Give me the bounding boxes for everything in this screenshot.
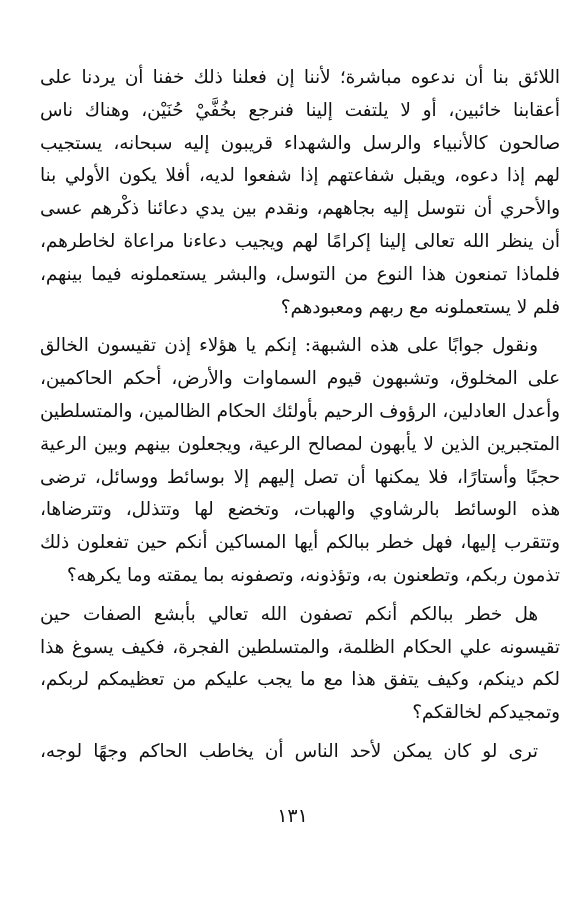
- text-line: أعقابنا خائبين، أو لا يلتفت إلينا فنرجع بخُفَّيْ حُنَيْن، وهناك ناس: [40, 99, 560, 121]
- text-line: وتمجيدكم لخالقكم؟: [412, 702, 560, 724]
- body-text: [40, 62, 560, 769]
- text-line: فلم لا يستعملونه مع ربهم ومعبودهم؟: [280, 296, 560, 318]
- text-line: والأحري أن نتوسل إليه بجاههم، ونقدم بين يدي دعائنا ذكْرهم عسى: [40, 198, 560, 220]
- text-line: لكم دينكم، وكيف يتفق هذا مع ما يجب عليكم من تعظيمكم لربكم،: [40, 669, 560, 691]
- text-line: وأعدل العادلين، الرؤوف الرحيم بأولئك الحكام الظالمين، والمتسلطين: [40, 400, 560, 422]
- text-line: هل خطر ببالكم أنكم تصفون الله تعالي بأبشع الصفات حين: [40, 603, 538, 625]
- text-line: اللائق بنا أن ندعوه مباشرة؛ لأننا إن فعلنا ذلك خفنا أن يردنا على: [40, 67, 560, 88]
- text-line: على المخلوق، وتشبهون قيوم السماوات والأرض، أحكم الحاكمين،: [40, 368, 560, 390]
- text-line: تقيسونه علي الحكام الظلمة، والمتسلطين الفجرة، فكيف يسوغ هذا: [40, 636, 560, 658]
- text-line: هذه الوسائط بالرشاوي والهبات، وتخضع لها وتتذلل، وتترضاها،: [40, 499, 560, 521]
- text-line: أن ينظر الله تعالى إلينا إكرامًا لهم ويجيب دعاءنا مراعاة لخاطرهم،: [40, 230, 560, 252]
- text-line: حجبًا وأستارًا، فلا يمكنها أن تصل إليهم إلا بوسائط ووسائل، ترضى: [40, 466, 560, 488]
- text-line: المتجبرين الذين لا يأبهون لمصالح الرعية، ويجعلون بينهم وبين الرعية: [40, 433, 560, 455]
- paragraph: [40, 330, 560, 592]
- paragraph: [40, 599, 560, 730]
- text-line: صالحون كالأنبياء والرسل والشهداء قريبون إليه سبحانه، يستجيب: [40, 132, 560, 154]
- paragraph: [40, 62, 560, 324]
- text-line: لهم إذا دعوه، ويقبل شفاعتهم إذا شفعوا لديه، أفلا يكون الأولي بنا: [40, 165, 560, 187]
- text-line: وتتقرب إليها، فهل خطر ببالكم أيها المساكين أنكم حين تفعلون ذلك: [40, 532, 560, 554]
- text-line: تذمون ربكم، وتطعنون به، وتؤذونه، وتصفونه بما يمقته وما يكرهه؟: [66, 564, 560, 586]
- text-line: ونقول جوابًا على هذه الشبهة: إنكم يا هؤلاء إذن تقيسون الخالق: [40, 335, 538, 357]
- text-line: ترى لو كان يمكن لأحد الناس أن يخاطب الحاكم وجهًا لوجه،: [40, 740, 538, 762]
- page-number: ١٣١: [277, 805, 308, 827]
- paragraph: [40, 736, 560, 769]
- text-line: فلماذا تمنعون هذا النوع من التوسل، والبشر يستعملونه فيما بينهم،: [40, 263, 560, 285]
